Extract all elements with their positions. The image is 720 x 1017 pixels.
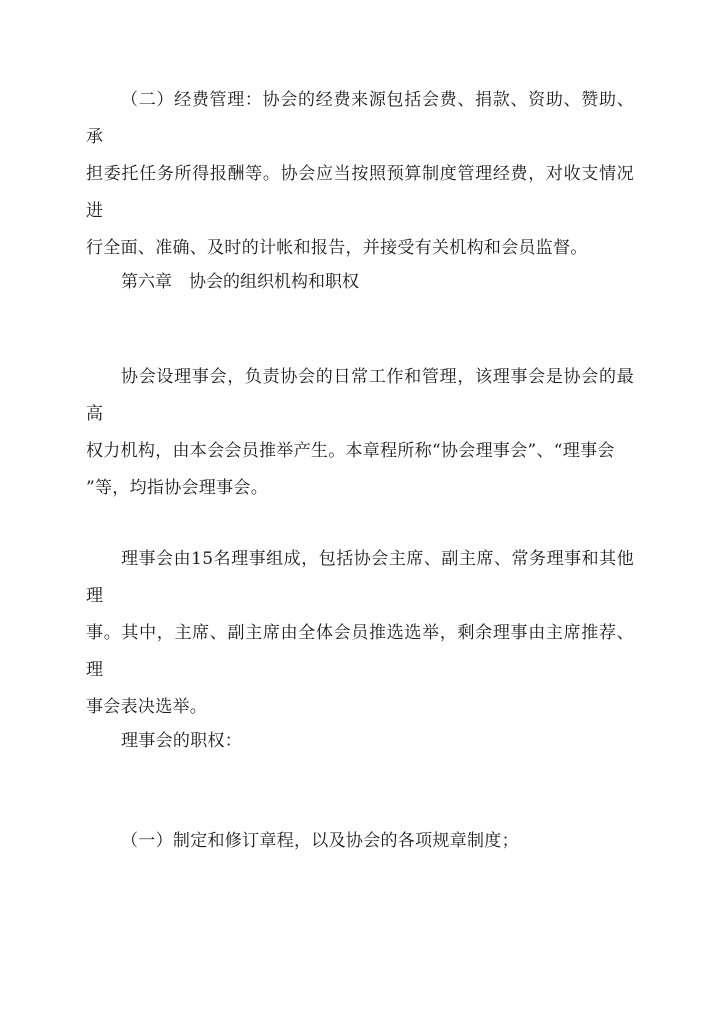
chapter-heading: 第六章 协会的组织机构和职权	[121, 272, 359, 292]
paragraph-council-establishment	[86, 359, 634, 507]
text-line: （一）制定和修订章程，以及协会的各项规章制度；	[121, 831, 519, 851]
text-line: 事会表决选举。	[86, 697, 208, 717]
paragraph-council-composition	[86, 541, 634, 726]
text-line: 理事会由15名理事组成，包括协会主席、副主席、常务理事和其他理	[86, 549, 634, 606]
text-line: 权力机构，由本会会员推举产生。本章程所称“协会理事会”、“理事会	[86, 441, 615, 461]
text-line: 行全面、准确、及时的计帐和报告，并接受有关机构和会员监督。	[86, 238, 588, 258]
text-line: ”等，均指协会理事会。	[86, 478, 268, 498]
text-line: 事。其中，主席、副主席由全体会员推选选举，剩余理事由主席推荐、理	[86, 623, 634, 680]
text-line: （二）经费管理：协会的经费来源包括会费、捐款、资助、赞助、承	[86, 90, 634, 147]
paragraph-power-item-1	[86, 823, 634, 860]
paragraph-council-powers-title	[86, 723, 634, 760]
text-line: 理事会的职权：	[121, 731, 243, 751]
text-line: 协会设理事会，负责协会的日常工作和管理，该理事会是协会的最高	[86, 367, 634, 424]
paragraph-funding-management	[86, 82, 634, 267]
text-line: 担委托任务所得报酬等。协会应当按照预算制度管理经费，对收支情况进	[86, 164, 634, 221]
